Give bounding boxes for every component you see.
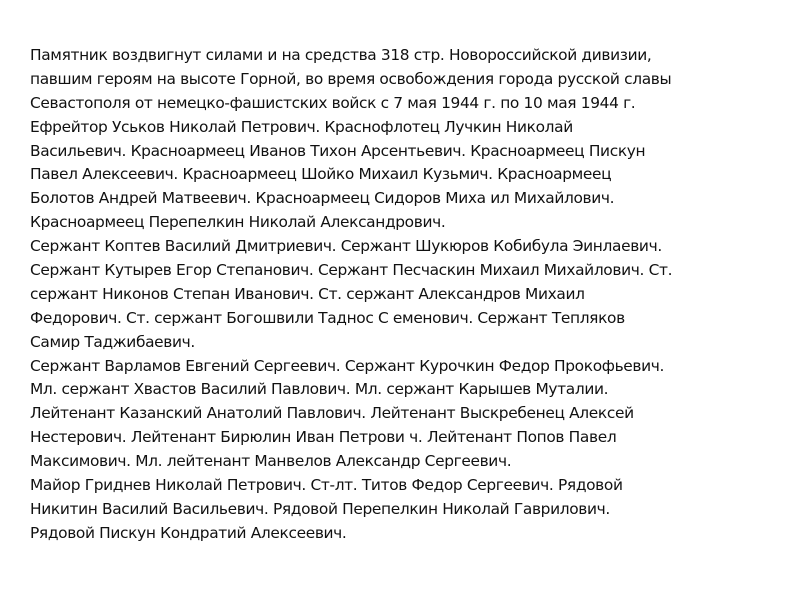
- text-line: Никитин Василий Васильевич. Рядовой Перепелкин Николай Гаврилович.: [30, 499, 610, 518]
- text-line: Ефрейтор Уськов Николай Петрович. Краснофлотец Лучкин Николай: [30, 117, 573, 136]
- text-line: Федорович. Ст. сержант Богошвили Таднос С еменович. Сержант Тепляков: [30, 308, 625, 327]
- text-line: Нестерович. Лейтенант Бирюлин Иван Петрови ч. Лейтенант Попов Павел: [30, 428, 617, 447]
- text-line: Памятник воздвигнут силами и на средства 318 стр. Новороссийской дивизии,: [30, 46, 652, 64]
- text-line: сержант Никонов Степан Иванович. Ст. сержант Александров Михаил: [30, 284, 585, 303]
- text-line: Сержант Кутырев Егор Степанович. Сержант Песчаскин Михаил Михайлович. Ст.: [30, 261, 673, 280]
- text-line: Сержант Коптев Василий Дмитриевич. Сержант Шукюров Кобибула Эинлаевич.: [30, 237, 662, 256]
- text-line: павшим героям на высоте Горной, во время освобождения города русской славы: [30, 69, 672, 88]
- text-line: Рядовой Пискун Кондратий Алексеевич.: [30, 523, 347, 542]
- text-line: Майор Гриднев Николай Петрович. Ст-лт. Титов Федор Сергеевич. Рядовой: [30, 476, 623, 495]
- text-line: Сержант Варламов Евгений Сергеевич. Сержант Курочкин Федор Прокофьевич.: [30, 356, 665, 375]
- text-line: Максимович. Мл. лейтенант Манвелов Александр Сергеевич.: [30, 452, 512, 471]
- text-line: Лейтенант Казанский Анатолий Павлович. Лейтенант Выскребенец Алексей: [30, 404, 634, 423]
- text-line: Красноармеец Перепелкин Николай Александрович.: [30, 213, 446, 232]
- text-line: Мл. сержант Хвастов Василий Павлович. Мл. сержант Карышев Муталии.: [30, 380, 609, 399]
- text-line: Васильевич. Красноармеец Иванов Тихон Арсентьевич. Красноармеец Пискун: [30, 141, 646, 160]
- text-line: Болотов Андрей Матвеевич. Красноармеец Сидоров Миха ил Михайлович.: [30, 189, 615, 208]
- text-line: Самир Таджибаевич.: [30, 332, 195, 351]
- text-line: Павел Алексеевич. Красноармеец Шойко Михаил Кузьмич. Красноармеец: [30, 165, 612, 184]
- text-line: Севастополя от немецко-фашистских войск с 7 мая 1944 г. по 10 мая 1944 г.: [30, 93, 636, 112]
- memorial-text: [30, 44, 790, 546]
